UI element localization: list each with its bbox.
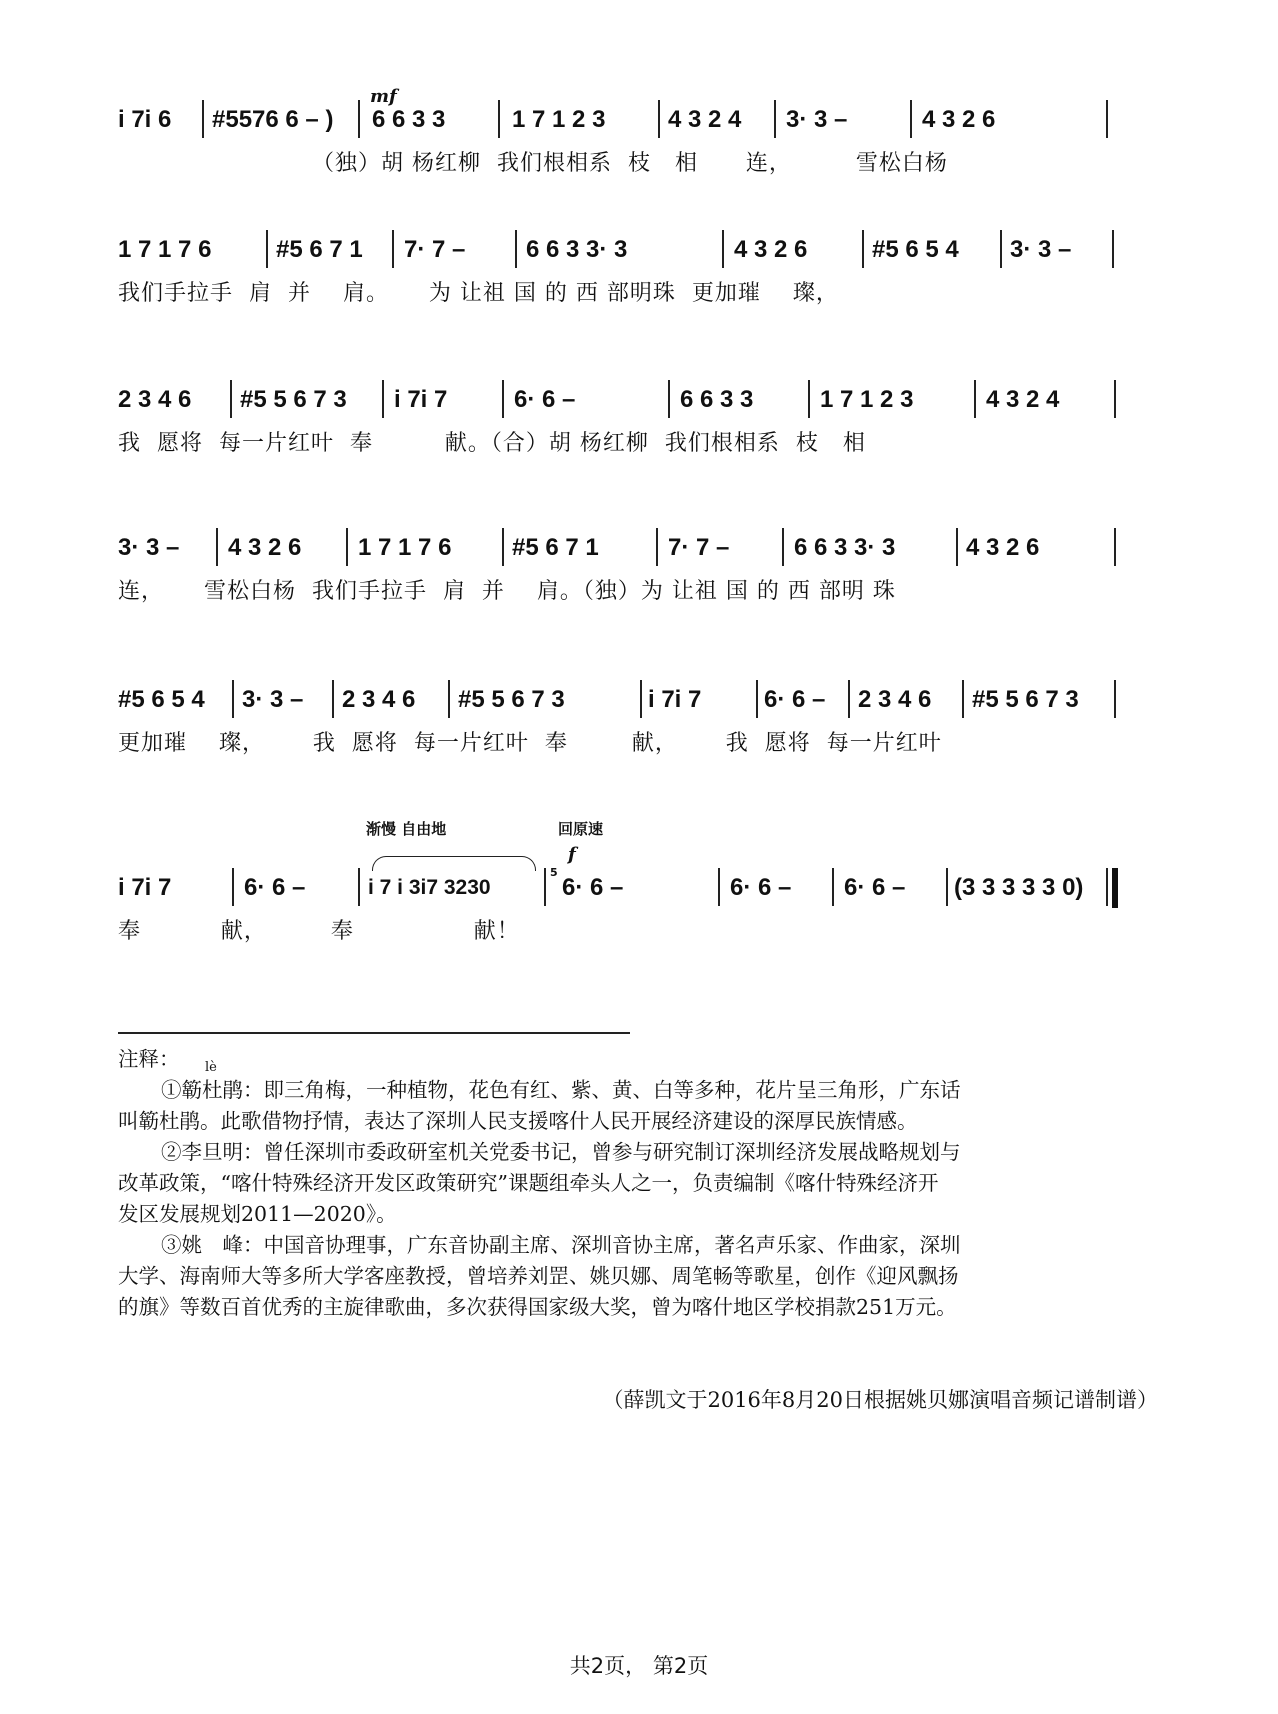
measure: 6 6 3 3	[680, 386, 754, 413]
measure: (3 3 3 3 3 0)	[954, 874, 1084, 901]
measure: 4 3 2 6	[734, 236, 808, 263]
barline	[1106, 100, 1108, 138]
barline	[266, 230, 268, 268]
note-1	[118, 1075, 1158, 1106]
measure: 1 7 1 2 3	[512, 106, 606, 133]
barline	[216, 528, 218, 566]
measure: 2 3 4 6	[118, 386, 192, 413]
measure: 6· 6 –	[514, 386, 576, 413]
measure: i 7i 7	[394, 386, 448, 413]
barline	[656, 528, 658, 566]
measure: 4 3 2 6	[922, 106, 996, 133]
measure: 6· 6 –	[730, 874, 792, 901]
barline	[332, 680, 334, 718]
barline	[515, 230, 517, 268]
barline	[1112, 230, 1114, 268]
breath-mark: 5	[550, 866, 558, 879]
measure: #5 5 6 7 3	[458, 686, 565, 713]
barline	[1000, 230, 1002, 268]
barline	[202, 100, 204, 138]
barline	[962, 680, 964, 718]
barline	[392, 230, 394, 268]
note-3-cont2: 的旗》等数百首优秀的主旋律歌曲，多次获得国家级大奖，曾为喀什地区学校捐款251万元。	[118, 1295, 957, 1319]
measure: #5 5 6 7 3	[240, 386, 347, 413]
measure: 6 6 3 3· 3	[526, 236, 628, 263]
measure: #5 5 6 7 3	[972, 686, 1079, 713]
measure: i 7i 7	[118, 874, 172, 901]
measure: 3· 3 –	[1010, 236, 1072, 263]
transcription-credit: （薛凯文于2016年8月20日根据姚贝娜演唱音频记谱制谱）	[602, 1388, 1158, 1412]
final-barline-thin	[1106, 868, 1108, 906]
measure: 3· 3 –	[118, 534, 180, 561]
note-3	[118, 1230, 1158, 1261]
measure: 6· 6 –	[844, 874, 906, 901]
dynamic-mf: mf	[370, 86, 397, 107]
measure: #5 6 5 4	[118, 686, 205, 713]
barline	[358, 100, 360, 138]
lyrics-line: 连， 雪松白杨 我们手拉手 肩 并 肩。（独）为 让祖 国 的 西 部明 珠	[118, 579, 896, 604]
measure: 1 7 1 2 3	[820, 386, 914, 413]
barline	[956, 528, 958, 566]
barline	[946, 868, 948, 906]
measure: 4 3 2 6	[228, 534, 302, 561]
note-3-cont: 大学、海南师大等多所大学客座教授，曾培养刘罡、姚贝娜、周笔畅等歌星，创作《迎风飘扬	[118, 1264, 959, 1288]
barline	[502, 528, 504, 566]
measure: 6· 6 –	[244, 874, 306, 901]
note-1-cont: 叫簕杜鹃。此歌借物抒情，表达了深圳人民支援喀什人民开展经济建设的深厚民族情感。	[118, 1109, 918, 1133]
final-barline-thick	[1112, 868, 1118, 908]
lyrics-line: 奉 献， 奉 献！	[118, 919, 520, 944]
measure: 6 6 3 3	[372, 106, 446, 133]
barline	[1114, 680, 1116, 718]
barline	[782, 528, 784, 566]
barline	[848, 680, 850, 718]
dynamic-f: f	[568, 844, 576, 865]
note-text: 李旦明：曾任深圳市委政研室机关党委书记，曾参与研究制订深圳经济发展战略规划与	[181, 1140, 961, 1164]
barline	[358, 868, 360, 906]
barline	[498, 100, 500, 138]
tempo-rit: 渐慢 自由地	[366, 820, 447, 838]
barline	[722, 230, 724, 268]
measure: 6· 6 –	[764, 686, 826, 713]
barline	[832, 868, 834, 906]
barline	[808, 380, 810, 418]
footnote-divider	[118, 1032, 630, 1034]
lyrics-line: 更加璀 璨， 我 愿将 每一片红叶 奉 献， 我 愿将 每一片红叶	[118, 731, 942, 756]
barline	[448, 680, 450, 718]
barline	[1114, 380, 1116, 418]
note-text: 姚 峰：中国音协理事，广东音协副主席、深圳音协主席，著名声乐家、作曲家，深圳	[181, 1233, 961, 1257]
barline	[1114, 528, 1116, 566]
measure: 2 3 4 6	[342, 686, 416, 713]
measure: 2 3 4 6	[858, 686, 932, 713]
barline	[910, 100, 912, 138]
barline	[974, 380, 976, 418]
tempo-a-tempo: 回原速	[558, 820, 604, 838]
pinyin-annotation: lè	[205, 1060, 217, 1075]
barline	[658, 100, 660, 138]
barline	[346, 528, 348, 566]
barline	[382, 380, 384, 418]
barline	[640, 680, 642, 718]
measure: 7· 7 –	[668, 534, 730, 561]
note-marker: ③	[161, 1233, 182, 1257]
note-text: 簕杜鹃：即三角梅，一种植物，花色有红、紫、黄、白等多种，花片呈三角形，广东话	[181, 1078, 961, 1102]
barline	[232, 680, 234, 718]
measure: 7· 7 –	[404, 236, 466, 263]
lyrics-line: 我们手拉手 肩 并 肩。 为 让祖 国 的 西 部明珠 更加璀 璨，	[118, 281, 839, 306]
measure: #5 6 7 1	[276, 236, 363, 263]
measure: 1 7 1 7 6	[358, 534, 452, 561]
measure: 6 6 3 3· 3	[794, 534, 896, 561]
annotations-heading: 注释：	[118, 1047, 180, 1071]
barline	[502, 380, 504, 418]
measure: i 7i 6	[118, 106, 172, 133]
measure: 4 3 2 4	[668, 106, 742, 133]
measure: i 7i 7	[648, 686, 702, 713]
measure: 3· 3 –	[786, 106, 848, 133]
lyrics-line: （独）胡 杨红柳 我们根相系 枝 相 连， 雪松白杨	[312, 151, 948, 176]
annotations	[118, 1044, 1158, 1323]
measure: 4 3 2 4	[986, 386, 1060, 413]
measure: #5 6 5 4	[872, 236, 959, 263]
measure: 3· 3 –	[242, 686, 304, 713]
barline	[862, 230, 864, 268]
barline	[230, 380, 232, 418]
lyrics-line: 我 愿将 每一片红叶 奉 献。（合）胡 杨红柳 我们根相系 枝 相	[118, 431, 866, 456]
note-2	[118, 1137, 1158, 1168]
note-2-cont: 改革政策，“喀什特殊经济开发区政策研究”课题组牵头人之一，负责编制《喀什特殊经济开	[118, 1171, 939, 1195]
note-marker: ①	[161, 1078, 182, 1102]
measure: #5576 6 – )	[212, 106, 334, 133]
barline	[774, 100, 776, 138]
note-2-cont2: 发区发展规划2011—2020》。	[118, 1202, 397, 1226]
measure: 6· 6 –	[562, 874, 624, 901]
barline	[756, 680, 758, 718]
measure: #5 6 7 1	[512, 534, 599, 561]
barline	[668, 380, 670, 418]
measure: i 7 i 3i7 3230	[368, 876, 491, 899]
barline	[544, 868, 546, 906]
note-marker: ②	[161, 1140, 182, 1164]
barline	[232, 868, 234, 906]
page-info: 共2页， 第2页	[569, 1654, 709, 1678]
barline	[718, 868, 720, 906]
measure: 4 3 2 6	[966, 534, 1040, 561]
measure: 1 7 1 7 6	[118, 236, 212, 263]
